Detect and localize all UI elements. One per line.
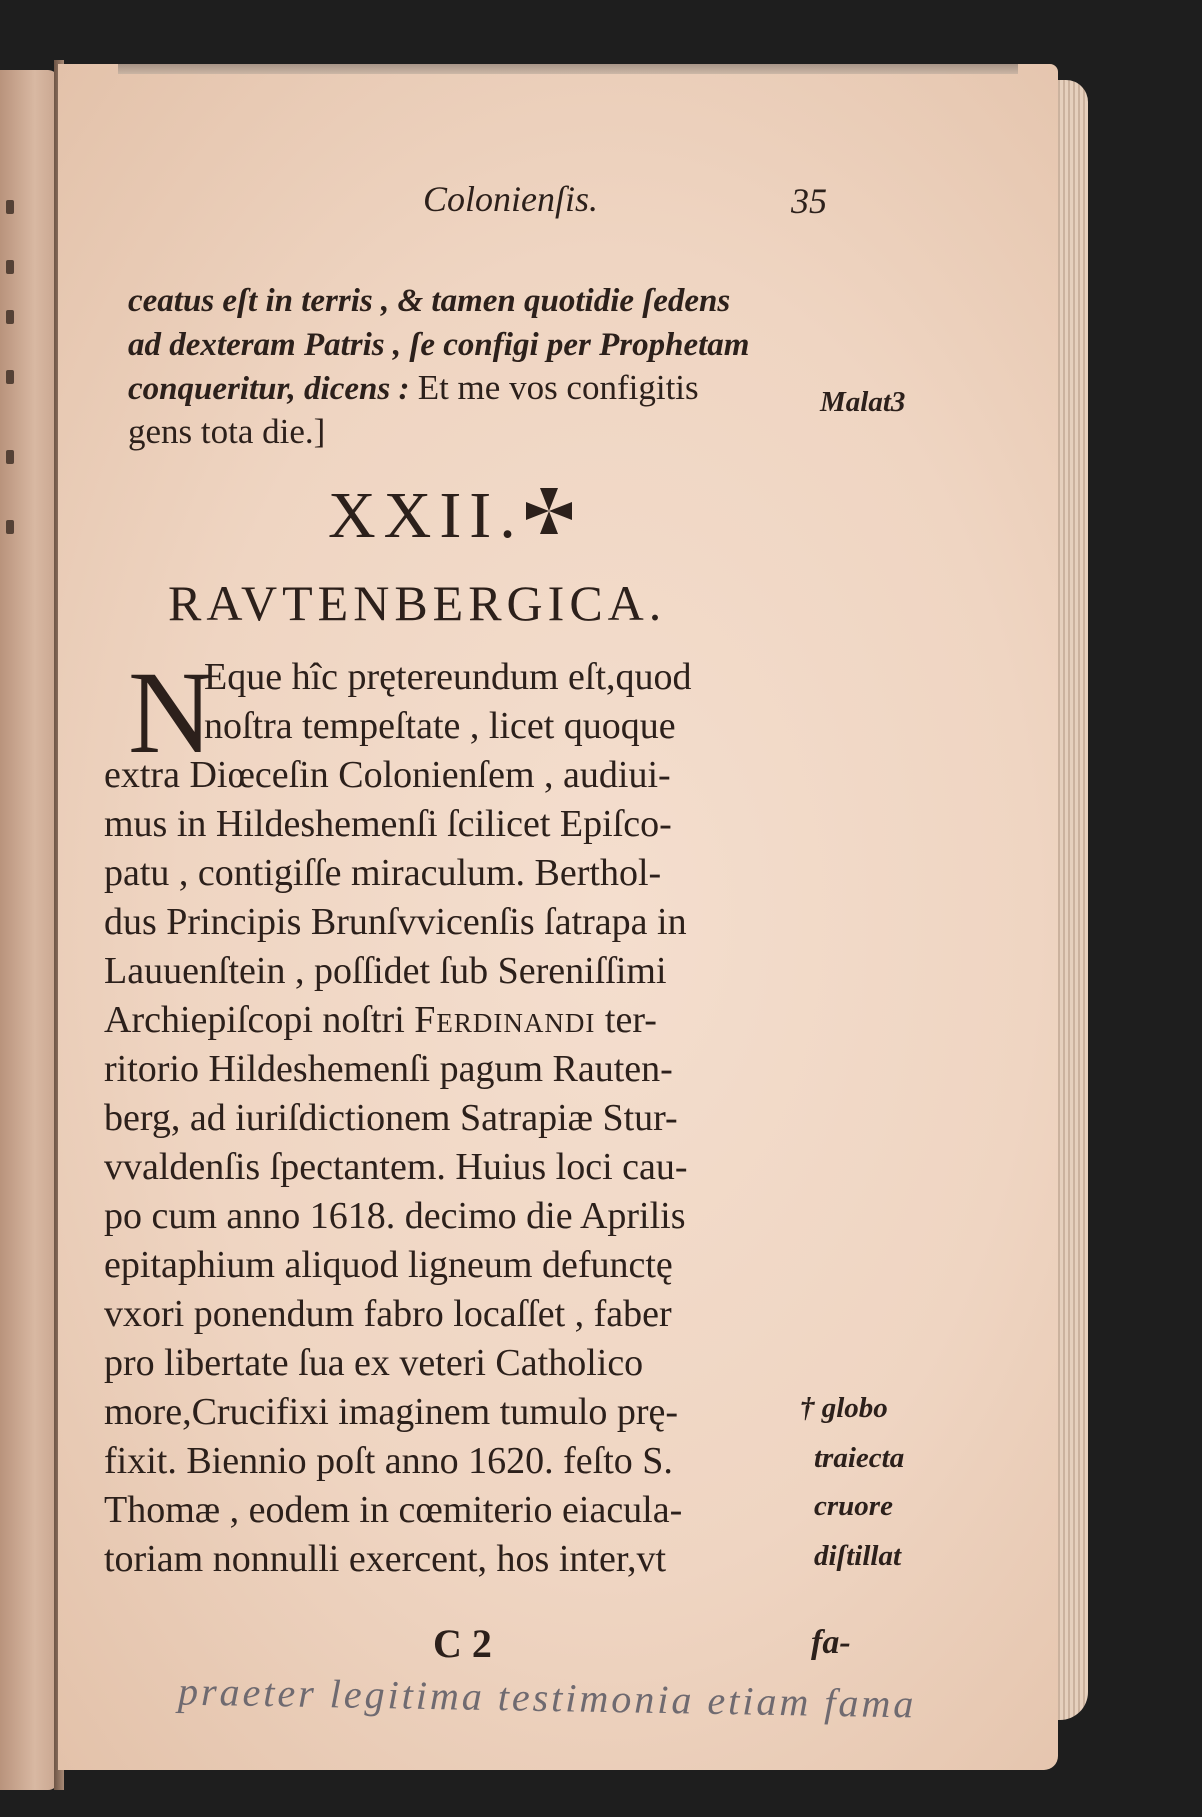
body-line: po cum anno 1618. decimo die Aprilis xyxy=(104,1195,686,1237)
body-line: pro libertate ſua ex veteri Catholico xyxy=(104,1342,644,1384)
body-line: Eque hîc prętereundum eſt,quod xyxy=(204,656,692,698)
cross-pattee-icon xyxy=(522,484,576,538)
body-line: ritorio Hildeshemenſi pagum Rauten- xyxy=(104,1048,673,1090)
ink-fragment xyxy=(6,310,14,324)
body-line: mus in Hildeshemenſi ſcilicet Epiſco- xyxy=(104,803,672,845)
ink-fragment xyxy=(6,450,14,464)
body-line: toriam nonnulli exercent, hos inter,vt xyxy=(104,1538,667,1580)
body-line: fixit. Biennio poſt anno 1620. feſto S. xyxy=(104,1440,673,1482)
body-line: berg, ad iuriſdictionem Satrapiæ Stur- xyxy=(104,1097,678,1139)
page-number: 35 xyxy=(791,181,827,221)
body-line: Lauuenſtein , poſſidet ſub Sereniſſimi xyxy=(104,950,667,992)
signature-mark: C 2 xyxy=(433,1621,492,1666)
facing-page-edge xyxy=(0,70,58,1790)
preceding-text-line: gens tota die.] xyxy=(128,412,326,451)
body-line: patu , contigiſſe miraculum. Berthol- xyxy=(104,852,662,894)
handwritten-annotation: praeter legitima testimonia etiam fama xyxy=(177,1668,917,1727)
body-line: vvaldenſis ſpectantem. Huius loci cau- xyxy=(104,1146,688,1188)
section-title: RAVTENBERGICA. xyxy=(168,575,667,631)
drop-cap: N xyxy=(128,647,214,778)
body-line: dus Principis Brunſvvicenſis ſatrapa in xyxy=(104,901,687,943)
preceding-text-line: ceatus eſt in terris , & tamen quotidie ſedens xyxy=(128,283,731,319)
body-line: more,Crucifixi imaginem tumulo prę- xyxy=(104,1391,679,1433)
running-head: Colonienſis. xyxy=(423,179,599,219)
preceding-text-line: ad dexteram Patris , ſe configi per Prophetam xyxy=(128,327,750,363)
body-line: Archiepiſcopi noſtri Ferdinandi ter- xyxy=(104,999,657,1041)
ink-fragment xyxy=(6,370,14,384)
page-top-edge xyxy=(118,64,1018,74)
ink-fragment xyxy=(6,520,14,534)
margin-gloss-line: traiecta xyxy=(814,1442,905,1474)
body-line: epitaphium aliquod ligneum defunctę xyxy=(104,1244,673,1286)
ink-fragment xyxy=(6,260,14,274)
preceding-text-line: conqueritur, dicens : Et me vos configitis xyxy=(128,368,699,407)
body-line: Thomæ , eodem in cœmiterio eiacula- xyxy=(104,1489,683,1531)
catchword: fa- xyxy=(811,1624,851,1661)
body-line: extra Diœceſin Colonienſem , audiui- xyxy=(104,754,671,796)
margin-gloss-line: † globo xyxy=(800,1392,888,1424)
ink-fragment xyxy=(6,200,14,214)
margin-gloss-line: cruore xyxy=(814,1490,893,1522)
body-line: vxori ponendum fabro locaſſet , faber xyxy=(104,1293,672,1335)
margin-reference: Malat3 xyxy=(820,386,906,418)
section-number: XXII. xyxy=(328,479,524,552)
book-page xyxy=(58,64,1058,1770)
body-line: noſtra tempeſtate , licet quoque xyxy=(204,705,676,747)
margin-gloss-line: diſtillat xyxy=(814,1540,901,1572)
